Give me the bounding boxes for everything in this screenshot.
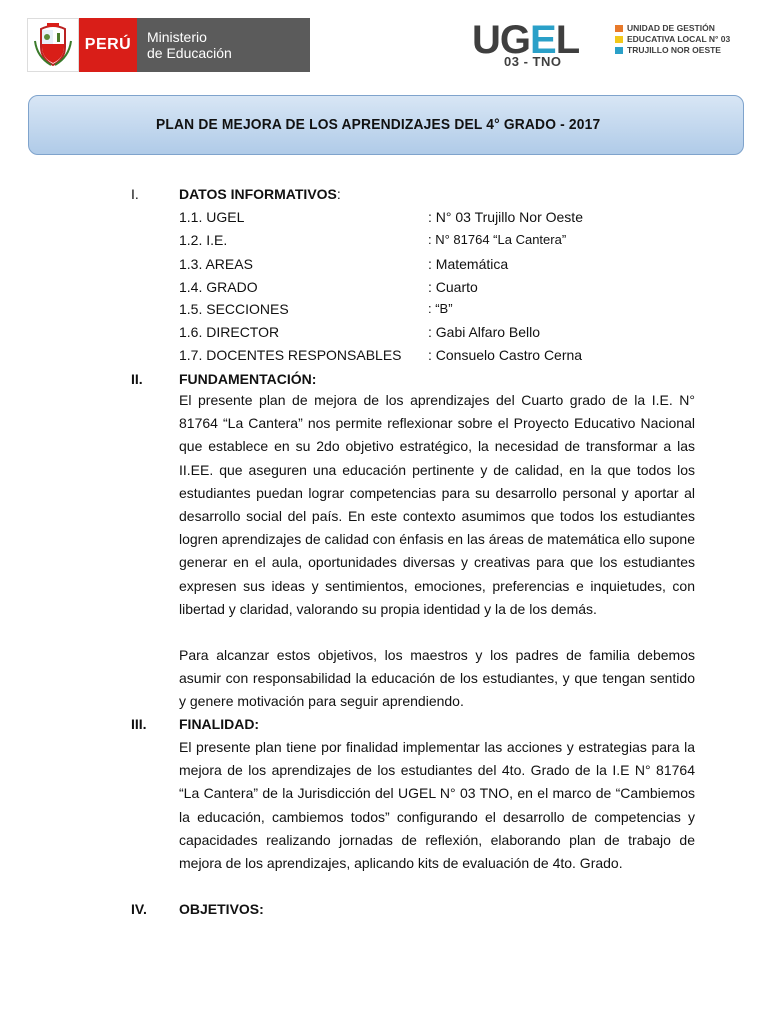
info-value: : Matemática [428,256,509,272]
ugel-line: EDUCATIVA LOCAL N° 03 [615,34,730,45]
ugel-logo [472,20,762,72]
info-row [179,324,699,344]
title-banner [28,95,744,155]
info-value: : “B” [428,301,453,316]
info-value: : N° 03 Trujillo Nor Oeste [428,209,583,225]
info-label: 1.4. GRADO [179,279,258,295]
info-value: : Gabi Alfaro Bello [428,324,541,340]
info-row [179,301,699,321]
info-label: 1.7. DOCENTES RESPONSABLES [179,347,402,363]
orange-square-icon [615,25,623,32]
info-label: 1.5. SECCIONES [179,301,289,317]
section-number: II. [131,371,143,387]
section-heading-fundamentacion: FUNDAMENTACIÓN: [179,371,317,387]
ugel-line: TRUJILLO NOR OESTE [615,45,730,56]
section-heading-datos: DATOS INFORMATIVOS: [179,186,341,202]
info-row [179,279,699,299]
coat-of-arms-icon [27,18,79,72]
info-row [179,209,699,229]
document-title: PLAN DE MEJORA DE LOS APRENDIZAJES DEL 4° GRADO - 2017 [156,116,601,133]
info-label: 1.6. DIRECTOR [179,324,280,340]
ugel-word-a: UG [472,18,530,62]
peru-text: PERÚ [84,36,132,53]
info-row [179,256,699,276]
ugel-line: UNIDAD DE GESTIÓN [615,23,730,34]
paragraph-fundamentacion-2: Para alcanzar estos objetivos, los maestros y los padres de familia debemos asumir con responsabilidad la educación de los estudiantes, y que tengan sentido y genere motivación para seguir aprendiendo. [179,647,695,710]
section-number: III. [131,716,147,732]
paragraph-finalidad: El presente plan tiene por finalidad implementar las acciones y estrategias para la mejora de los aprendizajes de los estudiantes del 4to. Grado de la I.E N° 81764 “La Cantera” de la Jurisdicción del UGEL N° 03 TNO, en el marco de “Cambiemos la educación, cambiemos todos” configurando el desarrollo de competencias y capacidades realizando jornadas de reflexión, elaborando plan de trabajo de mejora de los aprendizajes, aplicando kits de evaluación de 4to. Grado. [179,739,695,872]
info-label: 1.3. AREAS [179,256,253,272]
ministerio-line2: de Educación [147,45,232,61]
minedu-logo [27,18,310,72]
info-label: 1.1. UGEL [179,209,245,225]
section-heading-objetivos: OBJETIVOS: [179,901,264,917]
yellow-square-icon [615,36,623,43]
info-label: 1.2. I.E. [179,232,228,248]
info-value: : Consuelo Castro Cerna [428,347,583,363]
info-row [179,347,699,367]
paragraph-fundamentacion-1: El presente plan de mejora de los aprendizajes del Cuarto grado de la I.E. N° 81764 “La Cantera” nos permite reflexionar sobre el Proyecto Educativo Nacional que establece en su 2do objetivo estratégico, la necesidad de transformar a las II.EE. que aseguren una educación pertinente y de calidad, en la que todos los estudiantes puedan lograr competencias para su desarrollo personal y aportar al desarrollo social del país. En este contexto asumimos que todos los estudiantes logren aprendizajes de calidad con énfasis en las áreas de matemática ello supone generar en el aula, oportunidades diversas y creativas para que los estudiantes expresen sus ideas y sentimientos, emociones, preferencias e inquietudes, con libertad y claridad, valorando su propia identidad y la de los demás. [179,392,695,617]
info-row [179,232,699,252]
info-value: : N° 81764 “La Cantera” [428,232,567,247]
ugel-code: 03 - TNO [504,54,562,69]
section-number: IV. [131,901,147,917]
ugel-word-c: L [555,18,580,62]
ministerio-label [137,18,310,72]
section-heading-finalidad: FINALIDAD: [179,716,260,732]
ugel-word-b: E [530,18,556,62]
ugel-description [615,23,730,56]
blue-square-icon [615,47,623,54]
section-number: I. [131,186,139,202]
peru-label [79,18,137,72]
info-value: : Cuarto [428,279,478,295]
ministerio-line1: Ministerio [147,29,207,45]
page-header [0,0,768,90]
